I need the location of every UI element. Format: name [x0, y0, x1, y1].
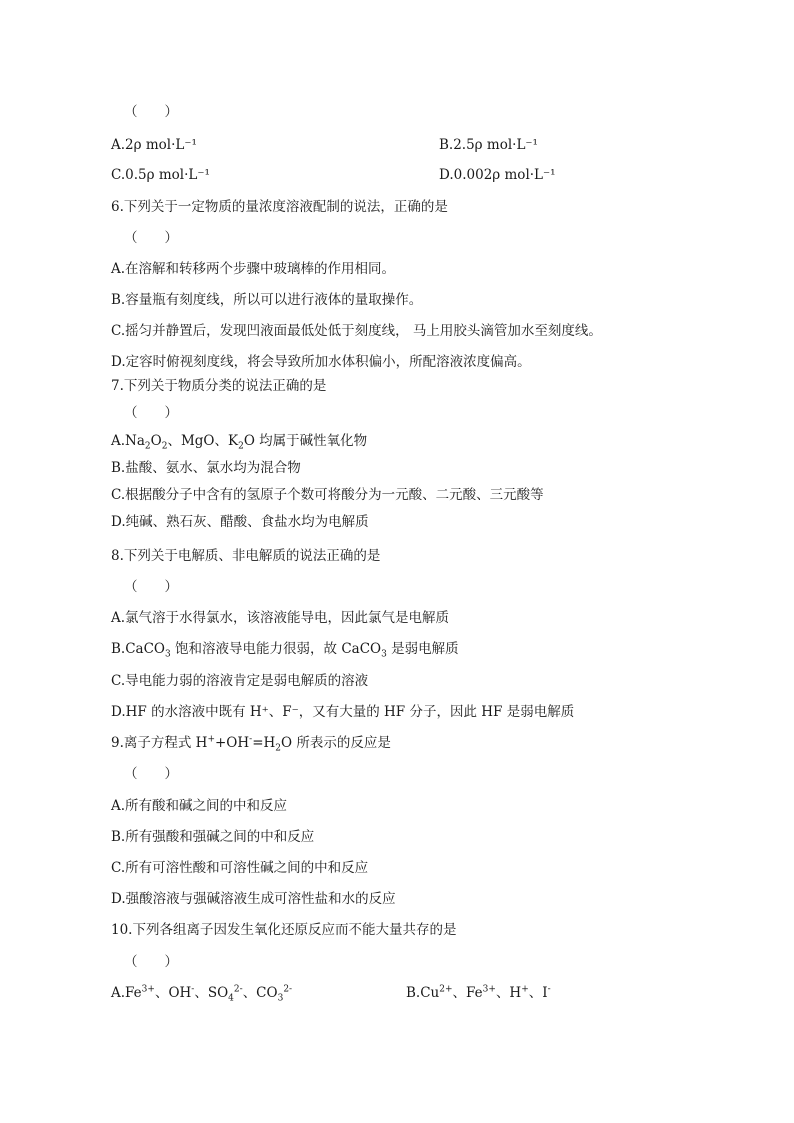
q7-option-b: B.盐酸、氨水、氯水均为混合物	[111, 460, 301, 476]
q5-option-d: D.0.002ρ mol·L⁻¹	[439, 167, 556, 183]
q6-option-a: A.在溶解和转移两个步骤中玻璃棒的作用相同。	[111, 261, 396, 277]
q7-option-d: D.纯碱、熟石灰、醋酸、食盐水均为电解质	[111, 514, 369, 530]
q6-stem: 6.下列关于一定物质的量浓度溶液配制的说法，正确的是	[111, 199, 448, 215]
q8-option-a: A.氯气溶于水得氯水，该溶液能导电，因此氯气是电解质	[111, 610, 450, 626]
q6-option-d: D.定容时俯视刻度线，将会导致所加水体积偏小，所配溶液浓度偏高。	[111, 354, 531, 370]
q10-option-a: $A.Fe^{3+}$、OH-、$SO_4^{2-}$、$CO_3^{2-}$	[111, 984, 293, 1004]
q8-stem: 8.下列关于电解质、非电解质的说法正确的是	[111, 548, 381, 564]
q9-stem: 9.离子方程式 $H^++OH^-=H_2O$ 所表示的反应是	[111, 734, 391, 754]
q7-stem: 7.下列关于物质分类的说法正确的是	[111, 378, 327, 394]
q6-option-c: C.摇匀并静置后，发现凹液面最低处低于刻度线， 马上用胶头滴管加水至刻度线。	[111, 323, 602, 339]
answer-paren-q5: （ ）	[124, 104, 178, 120]
answer-paren-q8: （ ）	[124, 579, 178, 595]
q6-option-b: B.容量瓶有刻度线，所以可以进行液体的量取操作。	[111, 292, 423, 308]
q10-option-b: $B.Cu^{2+}$、$Fe^{3+}$、H+、I-	[406, 984, 551, 1001]
q5-option-b: B.2.5ρ mol·L⁻¹	[439, 137, 538, 153]
q9-option-c: C.所有可溶性酸和可溶性碱之间的中和反应	[111, 860, 369, 876]
answer-paren-q9: （ ）	[124, 766, 178, 782]
answer-paren-q6: （ ）	[124, 230, 178, 246]
q7-option-a: $A.Na_2O_2$、MgO、$K_2O$ 均属于碱性氧化物	[111, 433, 368, 452]
q9-option-a: A.所有酸和碱之间的中和反应	[111, 798, 288, 814]
q10-stem: 10.下列各组离子因发生氧化还原反应而不能大量共存的是	[111, 922, 457, 938]
q9-option-d: D.强酸溶液与强碱溶液生成可溶性盐和水的反应	[111, 891, 396, 907]
answer-paren-q7: （ ）	[124, 405, 178, 421]
q8-option-c: C.导电能力弱的溶液肯定是弱电解质的溶液	[111, 673, 369, 689]
q9-option-b: B.所有强酸和强碱之间的中和反应	[111, 829, 315, 845]
q5-option-c: C.0.5ρ mol·L⁻¹	[111, 167, 210, 183]
q8-option-d: D.HF 的水溶液中既有 H⁺、F⁻，又有大量的 HF 分子，因此 HF 是弱电解质	[111, 704, 575, 720]
q7-option-c: C.根据酸分子中含有的氢原子个数可将酸分为一元酸、二元酸、三元酸等	[111, 487, 544, 503]
q8-option-b: B.CaCO$_3$ 饱和溶液导电能力很弱，故 CaCO$_3$ 是弱电解质	[111, 641, 459, 660]
q5-option-a: A.2ρ mol·L⁻¹	[111, 137, 197, 153]
answer-paren-q10: （ ）	[124, 954, 178, 970]
